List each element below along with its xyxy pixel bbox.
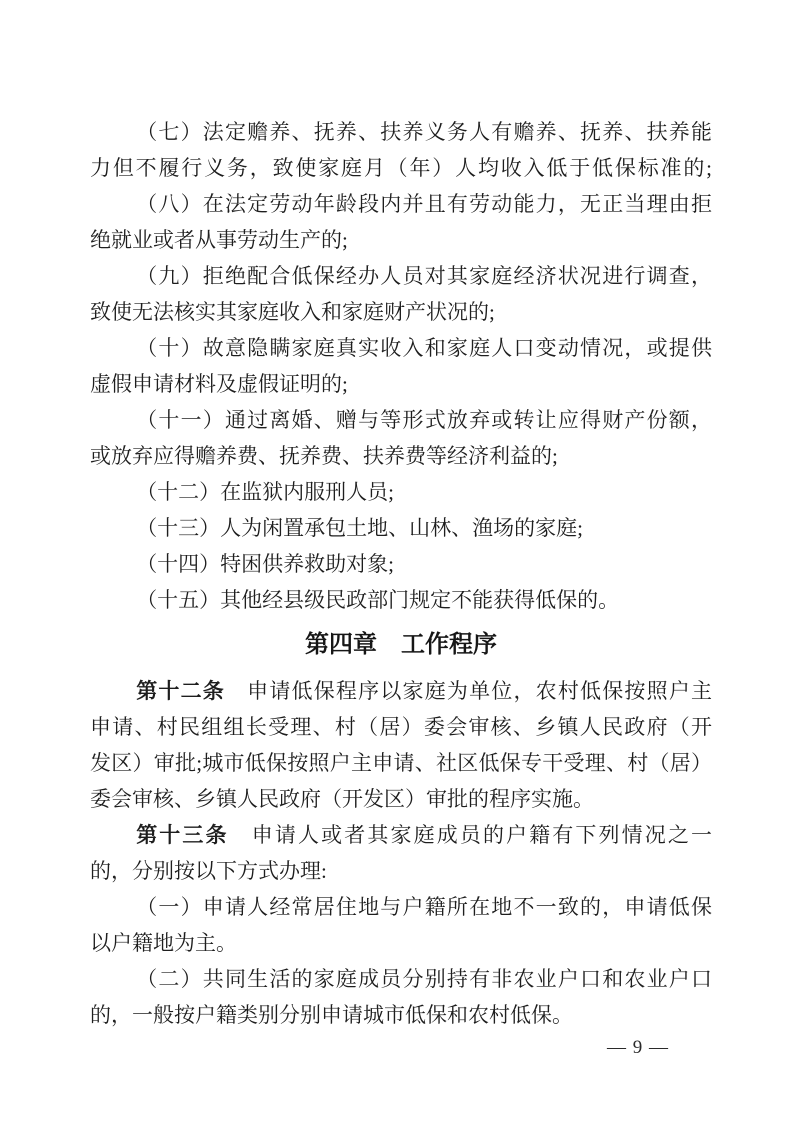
text-line: （九）拒绝配合低保经办人员对其家庭经济状况进行调查， (136, 264, 712, 288)
text-line: （八）在法定劳动年龄段内并且有劳动能力，无正当理由拒 (136, 192, 712, 216)
text-line: 或放弃应得赡养费、抚养费、扶养费等经济利益的; (90, 444, 558, 468)
document-body (90, 114, 712, 1033)
text-line: （二）共同生活的家庭成员分别持有非农业户口和农业户口 (136, 967, 712, 991)
text-line: 第十三条 申请人或者其家庭成员的户籍有下列情况之一 (136, 823, 712, 847)
chapter-heading: 第四章 工作程序 (305, 631, 497, 658)
text-line: 申请、村民组组长受理、村（居）委会审核、乡镇人民政府（开 (90, 715, 712, 739)
text-line: （十一）通过离婚、赠与等形式放弃或转让应得财产份额， (136, 408, 712, 432)
text-line: 致使无法核实其家庭收入和家庭财产状况的; (90, 300, 495, 324)
text-line: （十二）在监狱内服刑人员; (136, 480, 395, 504)
text-line: （一）申请人经常居住地与户籍所在地不一致的，申请低保 (136, 895, 712, 919)
article-number: 第十三条 (136, 823, 229, 847)
text-line: 委会审核、乡镇人民政府（开发区）审批的程序实施。 (90, 787, 594, 811)
text-line: 发区）审批;城市低保按照户主申请、社区低保专干受理、村（居） (90, 751, 712, 775)
text-line: （十五）其他经县级民政部门规定不能获得低保的。 (136, 588, 620, 612)
text-line: 力但不履行义务，致使家庭月（年）人均收入低于低保标准的; (90, 156, 712, 180)
text-line: 虚假申请材料及虚假证明的; (90, 372, 348, 396)
text-line: 的，分别按以下方式办理: (90, 859, 327, 883)
text-line: （十）故意隐瞒家庭真实收入和家庭人口变动情况，或提供 (136, 336, 712, 360)
text-line: 以户籍地为主。 (90, 931, 237, 955)
text-line: （十四）特困供养救助对象; (136, 552, 395, 576)
text-line: 绝就业或者从事劳动生产的; (90, 228, 348, 252)
text-line: （十三）人为闲置承包土地、山林、渔场的家庭; (136, 516, 584, 540)
text-line: 第十二条 申请低保程序以家庭为单位，农村低保按照户主 (136, 679, 713, 703)
text-line: 的，一般按户籍类别分别申请城市低保和农村低保。 (90, 1003, 573, 1027)
page-number: — 9 — (607, 1037, 669, 1058)
text-line: （七）法定赡养、抚养、扶养义务人有赡养、抚养、扶养能 (136, 120, 712, 144)
article-number: 第十二条 (136, 679, 225, 703)
